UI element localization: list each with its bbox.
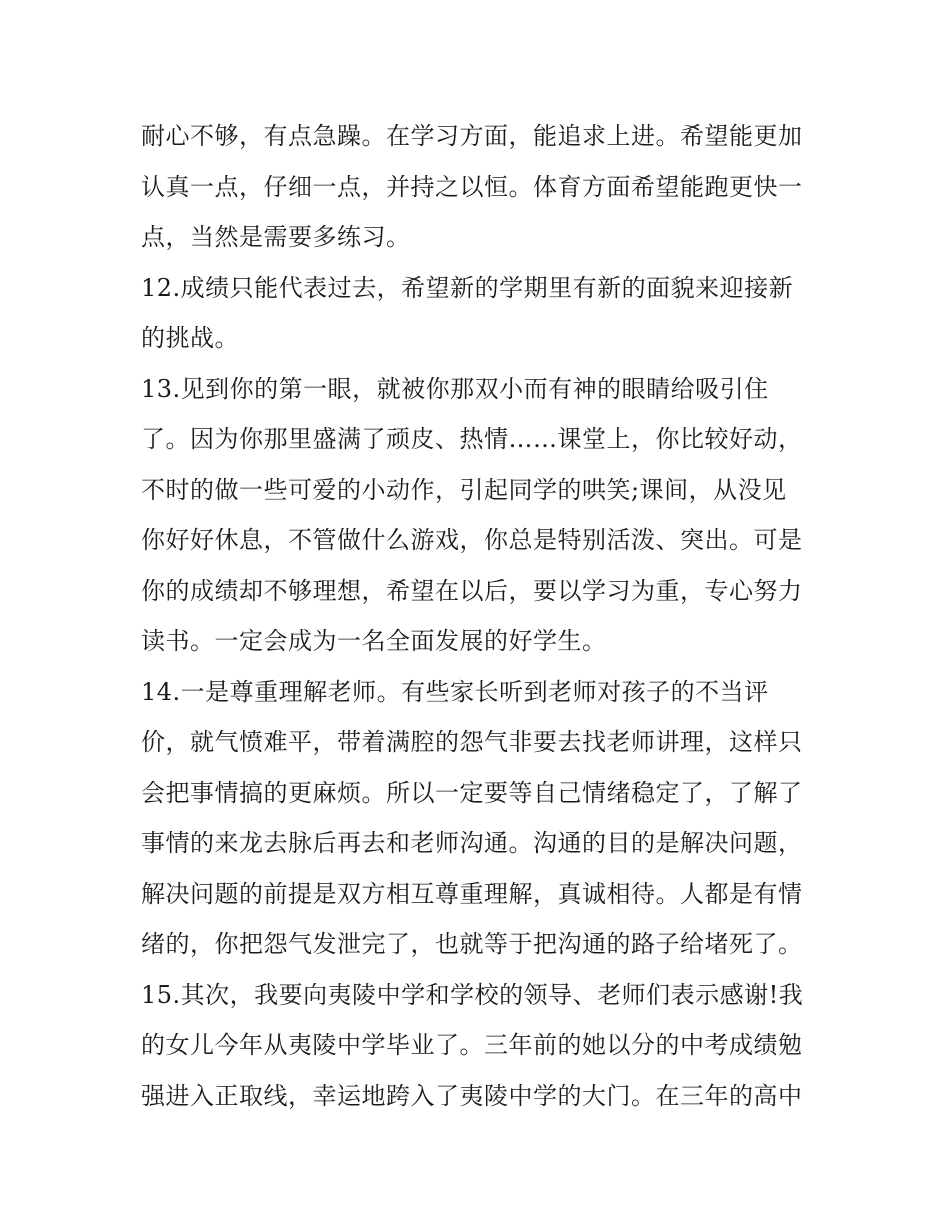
text-line-17: 绪的，你把怨气发泄完了，也就等于把沟通的路子给堵死了。 (141, 930, 803, 958)
text-line-9: 你好好休息，不管做什么游戏，你总是特别活泼、突出。可是 (141, 526, 803, 554)
text-line-2: 认真一点，仔细一点，并持之以恒。体育方面希望能跑更快一 (141, 172, 803, 201)
text-line-6: 13.见到你的第一眼，就被你那双小而有神的眼睛给吸引住 (141, 374, 769, 403)
text-line-19: 的女儿今年从夷陵中学毕业了。三年前的她以分的中考成绩勉 (141, 1031, 803, 1059)
text-line-3: 点，当然是需要多练习。 (141, 223, 411, 251)
document-body (141, 111, 816, 1121)
text-line-1: 耐心不够，有点急躁。在学习方面，能追求上进。希望能更加 (141, 122, 803, 150)
text-line-13: 价，就气愤难平，带着满腔的怨气非要去找老师讲理，这样只 (141, 728, 803, 756)
text-line-8: 不时的做一些可爱的小动作，引起同学的哄笑;课间，从没见 (141, 475, 787, 504)
text-line-10: 你的成绩却不够理想，希望在以后，要以学习为重，专心努力 (141, 576, 803, 605)
text-line-14: 会把事情搞的更麻烦。所以一定要等自己情绪稳定了，了解了 (141, 778, 803, 807)
text-line-5: 的挑战。 (141, 324, 239, 352)
text-line-15: 事情的来龙去脉后再去和老师沟通。沟通的目的是解决问题， (141, 829, 803, 857)
text-line-11: 读书。一定会成为一名全面发展的好学生。 (141, 627, 607, 655)
text-line-4: 12.成绩只能代表过去，希望新的学期里有新的面貌来迎接新 (141, 273, 794, 302)
text-line-7: 了。因为你那里盛满了顽皮、热情……课堂上，你比较好动， (141, 425, 803, 453)
text-line-16: 解决问题的前提是双方相互尊重理解，真诚相待。人都是有情 (141, 879, 803, 908)
text-line-18: 15.其次，我要向夷陵中学和学校的领导、老师们表示感谢!我 (141, 980, 804, 1009)
text-line-12: 14.一是尊重理解老师。有些家长听到老师对孩子的不当评 (141, 677, 769, 706)
text-line-20: 强进入正取线，幸运地跨入了夷陵中学的大门。在三年的高中 (141, 1081, 803, 1110)
